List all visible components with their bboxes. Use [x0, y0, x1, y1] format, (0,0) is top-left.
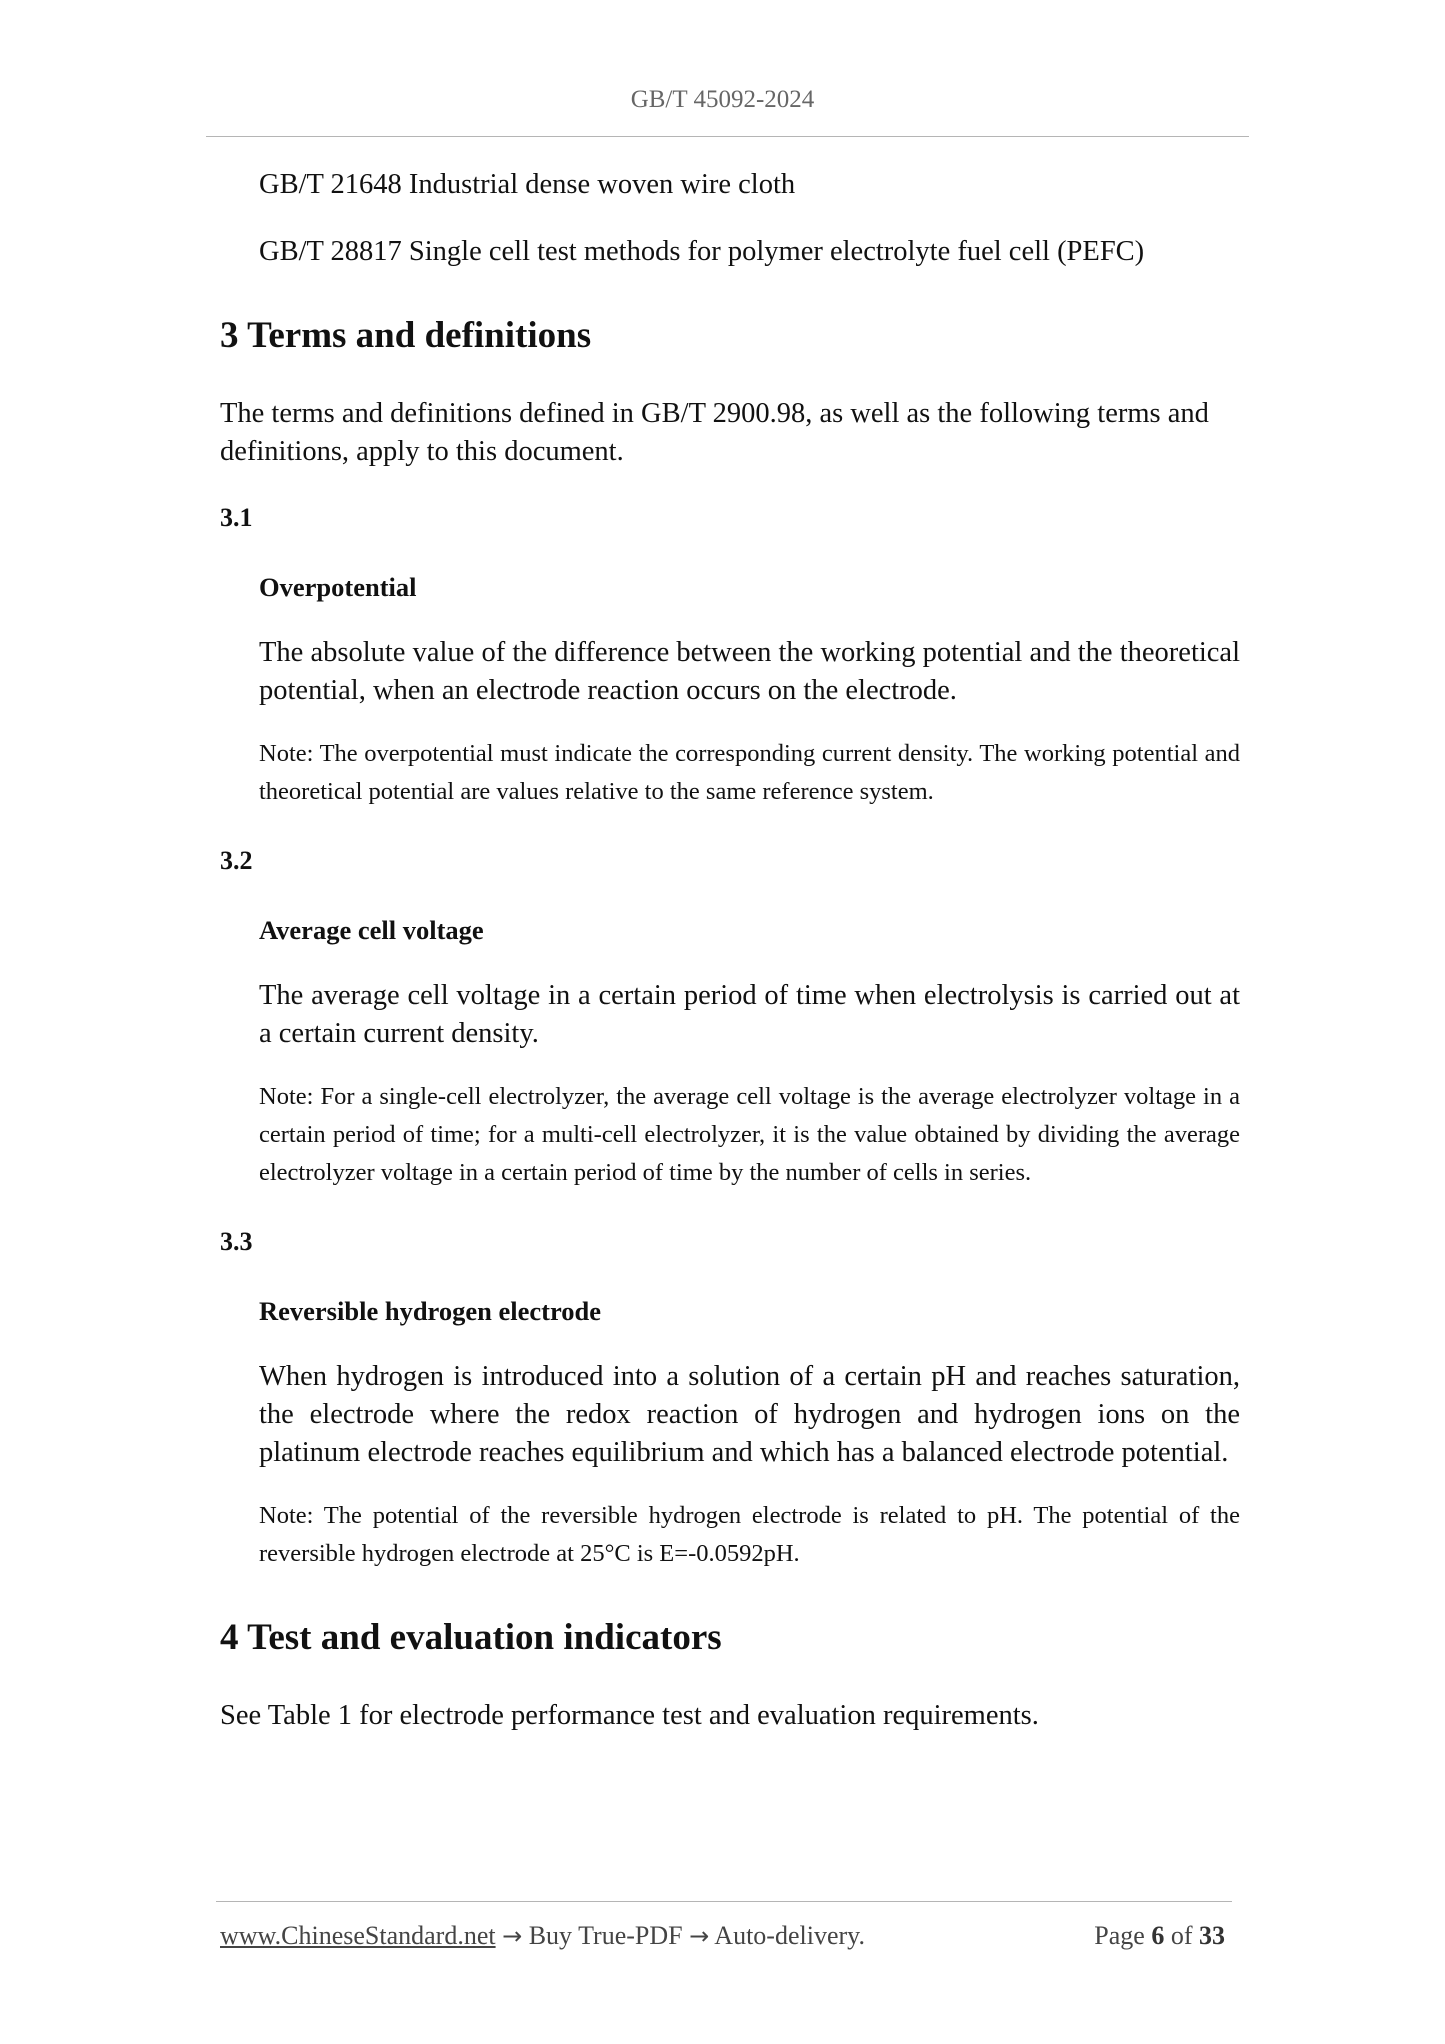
section-heading-terms: 3 Terms and definitions	[220, 315, 592, 356]
term-title: Average cell voltage	[259, 915, 484, 945]
section-intro: The terms and definitions defined in GB/T 2900.98, as well as the following terms and definitions, apply to this document.	[220, 398, 1209, 467]
buy-pdf-text: Buy True-PDF	[528, 1921, 683, 1950]
running-header: GB/T 45092-2024	[630, 86, 815, 113]
term-definition: When hydrogen is introduced into a solution of a certain pH and reaches saturation, the electrode where the redox reaction of hydrogen and hydrogen ions on the platinum electrode reaches equilibrium and which has a balanced electrode potential.	[259, 1361, 1240, 1468]
term-title: Overpotential	[259, 572, 417, 602]
site-link[interactable]: www.ChineseStandard.net	[220, 1921, 496, 1950]
page-label: Page	[1094, 1921, 1145, 1950]
arrow-right-icon: →	[502, 1922, 523, 1950]
section-text: See Table 1 for electrode performance test and evaluation requirements.	[220, 1700, 1039, 1731]
of-label: of	[1170, 1921, 1193, 1950]
term-number: 3.2	[220, 846, 253, 875]
term-number: 3.1	[220, 503, 253, 532]
normative-reference-item: GB/T 28817 Single cell test methods for polymer electrolyte fuel cell (PEFC)	[259, 236, 1145, 267]
page-counter	[1094, 1921, 1225, 1951]
term-number: 3.3	[220, 1227, 253, 1256]
page-current: 6	[1151, 1921, 1165, 1950]
term-note: Note: For a single-cell electrolyzer, the average cell voltage is the average electrolyzer voltage in a certain period of time; for a multi-cell electrolyzer, it is the value obtained by dividing the average electrolyzer voltage in a certain period of time by the number of cells in series.	[259, 1083, 1240, 1186]
footer-divider	[216, 1901, 1232, 1902]
auto-delivery-text: Auto-delivery.	[714, 1921, 865, 1950]
normative-reference-item: GB/T 21648 Industrial dense woven wire cloth	[259, 169, 796, 200]
term-title: Reversible hydrogen electrode	[259, 1296, 601, 1326]
arrow-right-icon: →	[689, 1922, 710, 1950]
footer-promo	[220, 1921, 865, 1951]
term-definition: The average cell voltage in a certain period of time when electrolysis is carried out at a certain current density.	[259, 980, 1240, 1049]
page-body	[220, 166, 1240, 1765]
section-heading-indicators: 4 Test and evaluation indicators	[220, 1617, 722, 1658]
header-divider	[206, 136, 1249, 137]
term-note: Note: The potential of the reversible hydrogen electrode is related to pH. The potential of the reversible hydrogen electrode at 25°C is E=-0.0592pH.	[259, 1502, 1240, 1567]
page-total: 33	[1199, 1921, 1225, 1950]
term-definition: The absolute value of the difference between the working potential and the theoretical potential, when an electrode reaction occurs on the electrode.	[259, 637, 1240, 706]
term-note: Note: The overpotential must indicate the corresponding current density. The working potential and theoretical potential are values relative to the same reference system.	[259, 740, 1240, 805]
